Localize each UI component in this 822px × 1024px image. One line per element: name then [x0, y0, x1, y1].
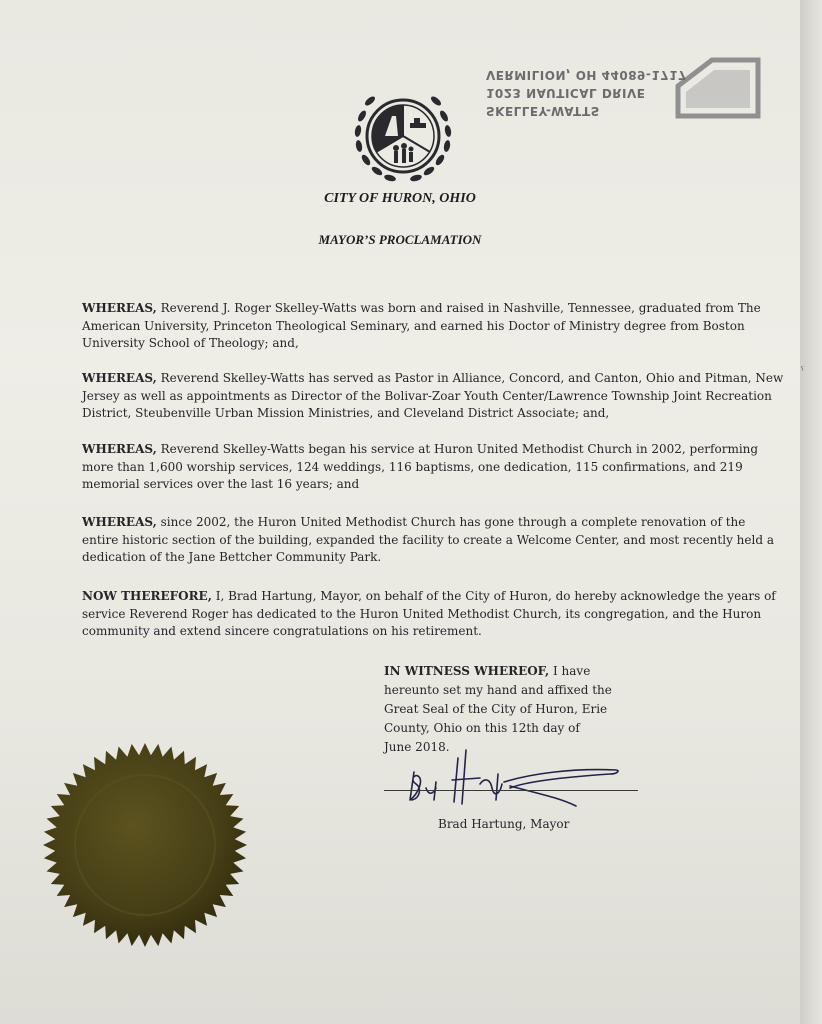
witness-line: hereunto set my hand and affixed the	[384, 683, 612, 697]
paragraph-lead: WHEREAS,	[82, 442, 157, 456]
whereas-paragraph	[82, 441, 784, 494]
signature-line	[384, 790, 638, 791]
gold-foil-seal	[40, 740, 250, 950]
paragraph-lead: WHEREAS,	[82, 301, 157, 315]
proclamation-title: MAYOR’S PROCLAMATION	[318, 232, 482, 247]
return-address-stamp	[486, 52, 687, 120]
paragraph-lead: NOW THEREFORE,	[82, 589, 212, 603]
city-heading: CITY OF HURON, OHIO	[324, 191, 476, 206]
city-seal-icon	[340, 76, 466, 194]
now-therefore-paragraph	[82, 588, 784, 641]
witness-line: I have	[549, 664, 591, 678]
whereas-paragraph	[82, 370, 784, 423]
house-stamp-icon	[672, 56, 764, 120]
witness-line: Great Seal of the City of Huron, Erie	[384, 702, 608, 716]
whereas-paragraph	[82, 514, 784, 567]
witness-line: June 2018.	[384, 740, 450, 754]
paragraph-text: Reverend J. Roger Skelley-Watts was born and raised in Nashville, Tennessee, graduated from The American University, Princeton Theological Seminary, and earned his Doctor of Ministry degree from Boston University School of Theology; and,	[82, 301, 761, 350]
paragraph-text: Reverend Skelley-Watts began his service at Huron United Methodist Church in 2002, performing more than 1,600 worship services, 124 weddings, 116 baptisms, one dedication, 115 confirmations, and 219 memorial services over the last 16 years; and	[82, 442, 759, 491]
paragraph-lead: WHEREAS,	[82, 371, 157, 385]
paragraph-text: Reverend Skelley-Watts has served as Pastor in Alliance, Concord, and Canton, Ohio and Pitman, New Jersey as well as appointments as Director of the Bolivar-Zoar Youth Center/Lawrence Township Joint Recreation District, Steubenville Urban Mission Ministries, and Cleveland District Associate; and,	[82, 371, 784, 420]
paragraph-text: since 2002, the Huron United Methodist Church has gone through a complete renovation of the entire historic section of the building, expanded the facility to create a Welcome Center, and most recently held a dedication of the Jane Bettcher Community Park.	[82, 515, 774, 564]
witness-block	[384, 662, 634, 757]
witness-lead: IN WITNESS WHEREOF,	[384, 664, 550, 678]
margin-mark: ˁ	[801, 366, 804, 377]
stamp-line-2: 1023 NAUTICAL DRIVE	[486, 86, 646, 100]
mayor-signature	[380, 744, 640, 810]
page-edge	[800, 0, 822, 1024]
paragraph-text: I, Brad Hartung, Mayor, on behalf of the City of Huron, do hereby acknowledge the years of service Reverend Roger has dedicated to the Huron United Methodist Church, its congregation, and the Huron community and extend sincere congratulations on his retirement.	[82, 589, 776, 638]
witness-line: County, Ohio on this 12th day of	[384, 721, 580, 735]
stamp-line-3: VERMILION, OH 44089-1717	[486, 68, 687, 82]
stamp-line-1: SKELLEY-WATTS	[486, 104, 600, 118]
whereas-paragraph	[82, 300, 784, 353]
paragraph-lead: WHEREAS,	[82, 515, 157, 529]
signatory-name: Brad Hartung, Mayor	[438, 817, 570, 831]
